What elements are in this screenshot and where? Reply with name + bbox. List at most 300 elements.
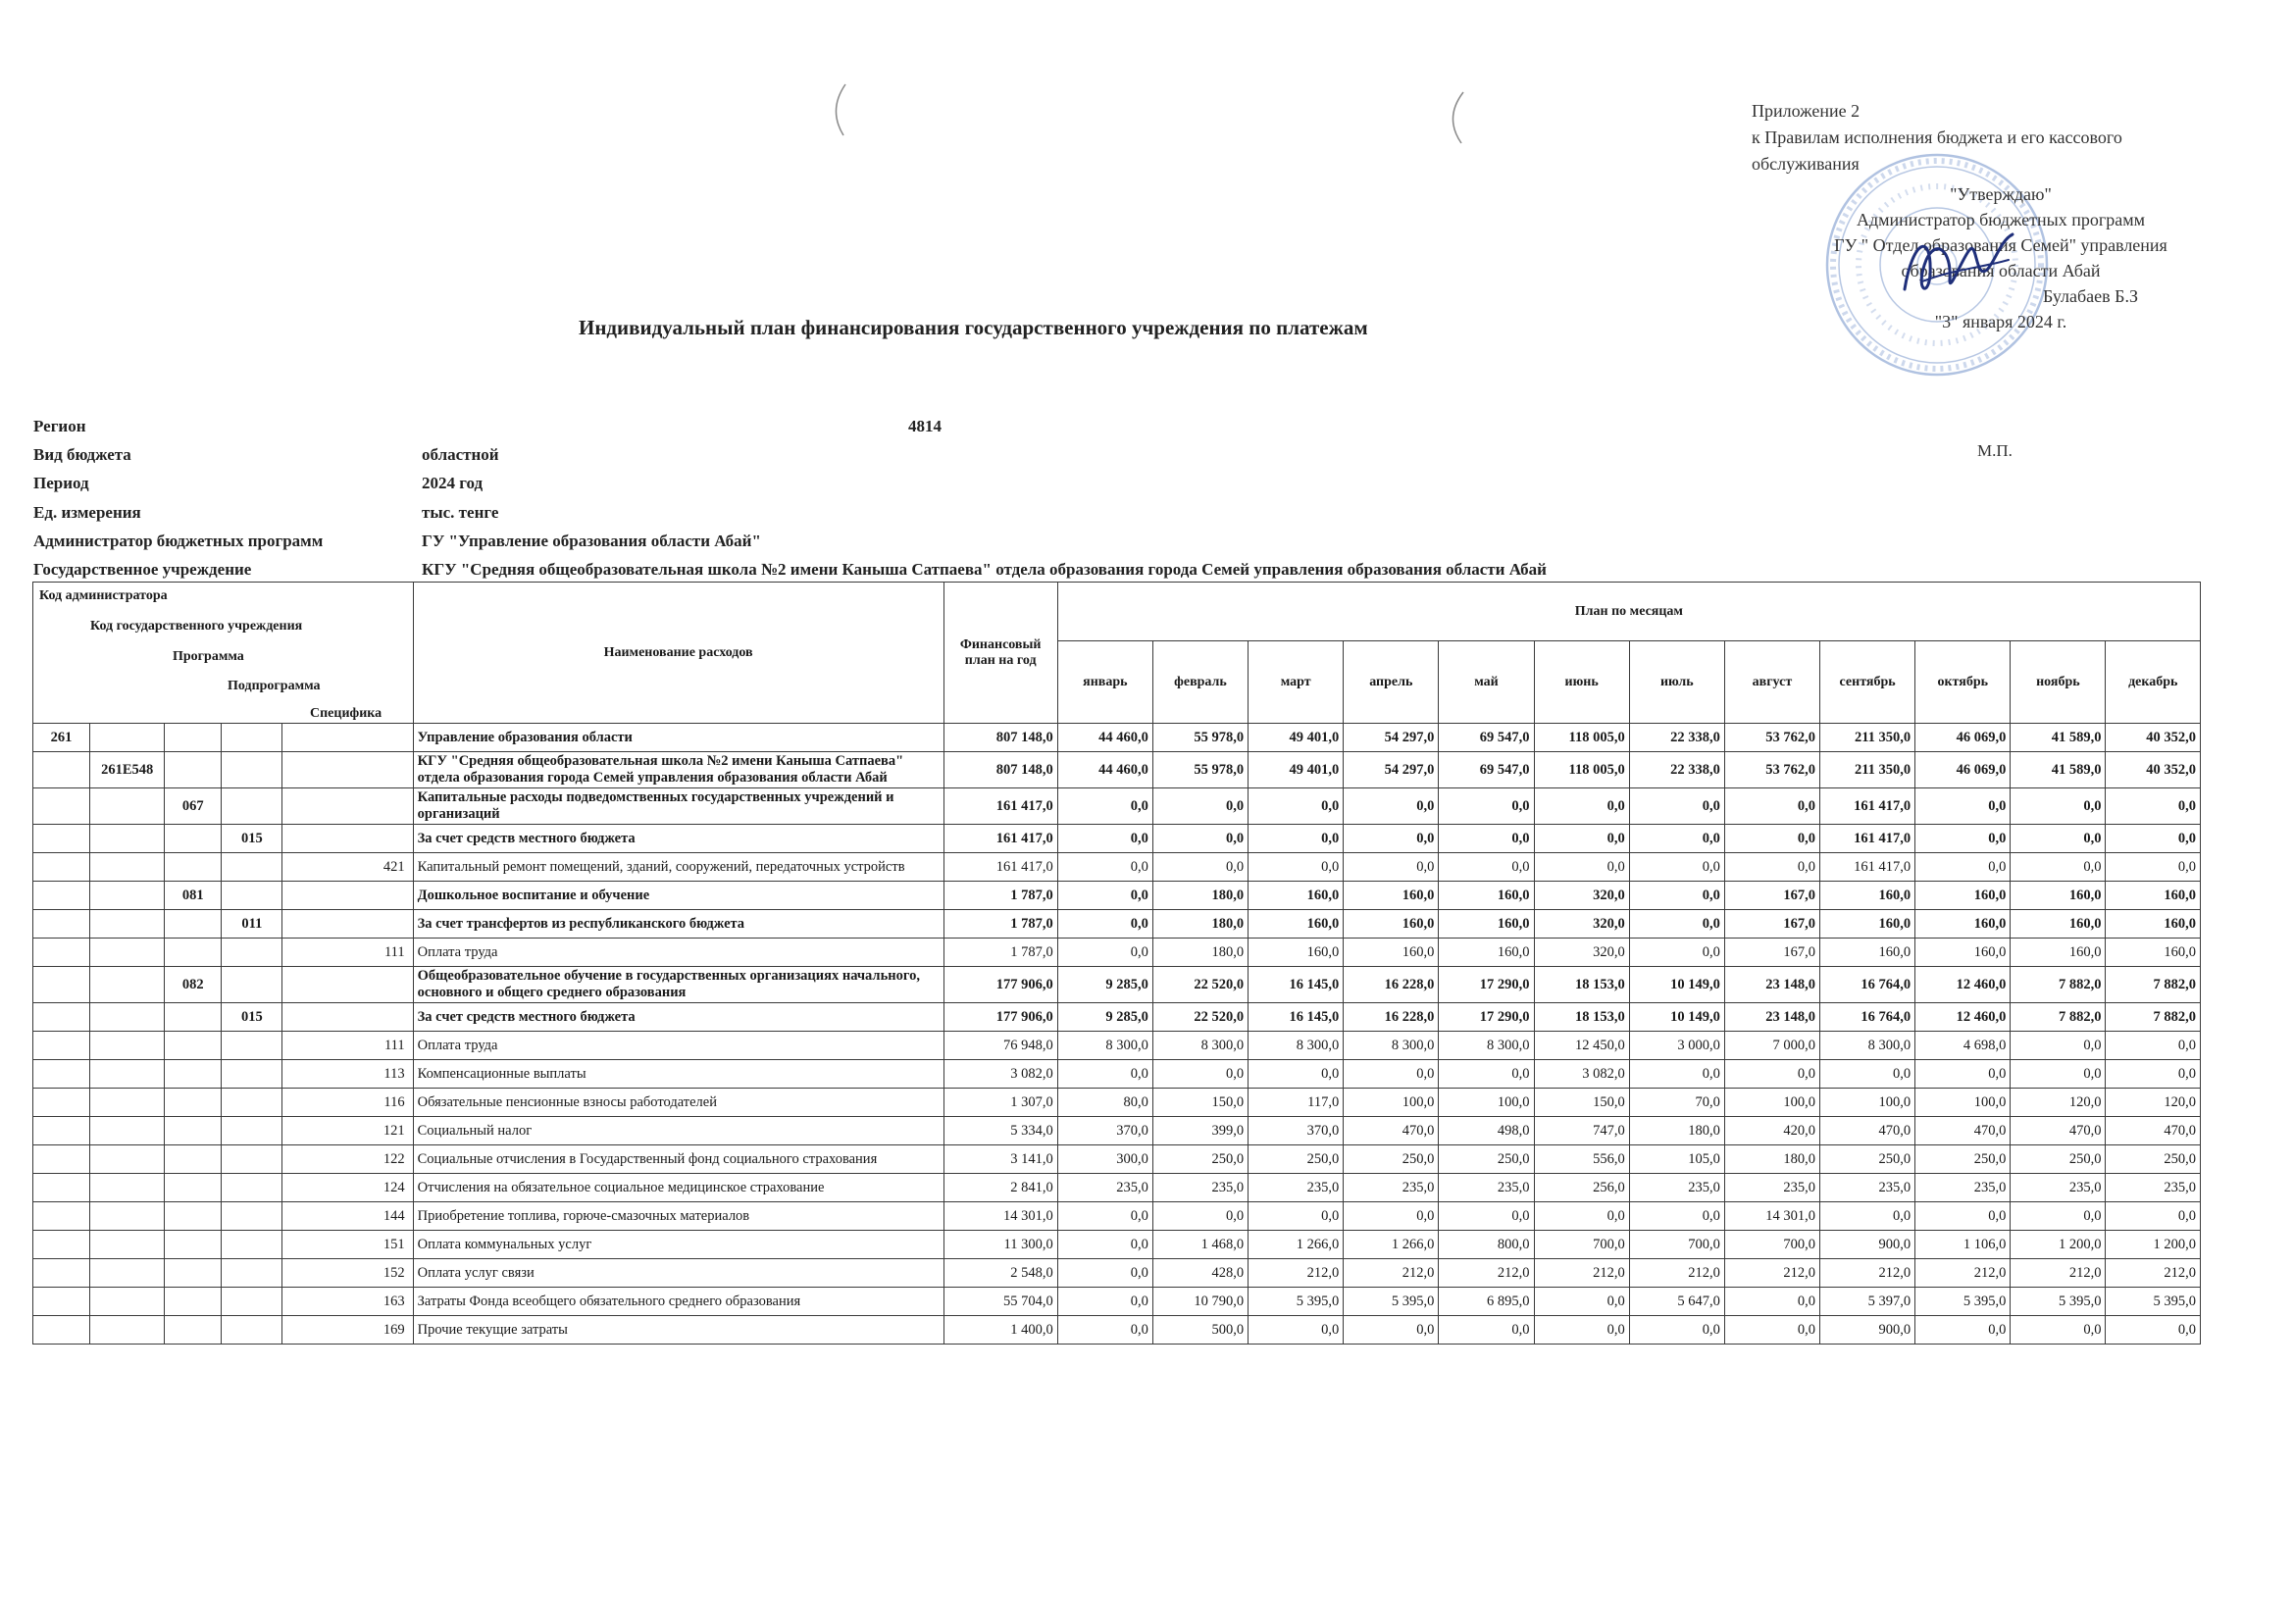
- approval-line: "Утверждаю": [1950, 184, 2052, 204]
- admin-code-cell: [33, 1032, 90, 1060]
- subprogram-code-cell: [222, 1145, 282, 1174]
- month-value-cell: 556,0: [1534, 1145, 1629, 1174]
- specifics-code-cell: [282, 882, 413, 910]
- subprogram-code-cell: [222, 939, 282, 967]
- month-value-cell: 69 547,0: [1439, 752, 1534, 788]
- annual-plan-cell: 1 400,0: [943, 1316, 1057, 1345]
- month-value-cell: 0,0: [1249, 1316, 1344, 1345]
- program-code-cell: [165, 1145, 222, 1174]
- table-row: [33, 1060, 2201, 1089]
- approval-line: ГУ " Отдел образования Семей" управления: [1834, 235, 2167, 255]
- month-value-cell: 320,0: [1534, 939, 1629, 967]
- subprogram-code-cell: [222, 788, 282, 825]
- annual-plan-cell: 161 417,0: [943, 853, 1057, 882]
- meta-row-budget-type: [33, 440, 1701, 469]
- institution-code-cell: [90, 1259, 165, 1288]
- table-row: [33, 1231, 2201, 1259]
- header-month: август: [1724, 641, 1819, 724]
- month-value-cell: 53 762,0: [1724, 752, 1819, 788]
- month-value-cell: 320,0: [1534, 882, 1629, 910]
- annual-plan-cell: 1 787,0: [943, 939, 1057, 967]
- month-value-cell: 9 285,0: [1057, 1003, 1152, 1032]
- month-value-cell: 0,0: [1439, 1060, 1534, 1089]
- specifics-code-cell: 111: [282, 939, 413, 967]
- month-value-cell: 120,0: [2106, 1089, 2201, 1117]
- month-value-cell: 160,0: [1915, 910, 2011, 939]
- table-row: [33, 967, 2201, 1003]
- month-value-cell: 160,0: [2011, 910, 2106, 939]
- month-value-cell: 212,0: [1439, 1259, 1534, 1288]
- header-month: ноябрь: [2011, 641, 2106, 724]
- month-value-cell: 0,0: [1820, 1202, 1915, 1231]
- header-month: декабрь: [2106, 641, 2201, 724]
- header-month: июнь: [1534, 641, 1629, 724]
- month-value-cell: 0,0: [2106, 1202, 2201, 1231]
- month-value-cell: 160,0: [1820, 910, 1915, 939]
- program-code-cell: [165, 939, 222, 967]
- month-value-cell: 49 401,0: [1249, 752, 1344, 788]
- annual-plan-cell: 2 841,0: [943, 1174, 1057, 1202]
- specifics-code-cell: 421: [282, 853, 413, 882]
- program-code-cell: [165, 752, 222, 788]
- admin-code-cell: 261: [33, 724, 90, 752]
- month-value-cell: 23 148,0: [1724, 967, 1819, 1003]
- approval-line: Администратор бюджетных программ: [1856, 210, 2146, 229]
- subprogram-code-cell: [222, 1231, 282, 1259]
- month-value-cell: 161 417,0: [1820, 853, 1915, 882]
- admin-code-cell: [33, 910, 90, 939]
- subprogram-code-cell: [222, 724, 282, 752]
- month-value-cell: 12 450,0: [1534, 1032, 1629, 1060]
- month-value-cell: 250,0: [1820, 1145, 1915, 1174]
- month-value-cell: 0,0: [1629, 1202, 1724, 1231]
- institution-code-cell: [90, 1231, 165, 1259]
- specifics-code-cell: [282, 967, 413, 1003]
- month-value-cell: 211 350,0: [1820, 752, 1915, 788]
- month-value-cell: 235,0: [1915, 1174, 2011, 1202]
- month-value-cell: 120,0: [2011, 1089, 2106, 1117]
- specifics-code-cell: 121: [282, 1117, 413, 1145]
- meta-label: Вид бюджета: [33, 445, 131, 465]
- month-value-cell: 22 338,0: [1629, 752, 1724, 788]
- table-row: [33, 1145, 2201, 1174]
- month-value-cell: 0,0: [1534, 825, 1629, 853]
- month-value-cell: 235,0: [2106, 1174, 2201, 1202]
- admin-code-cell: [33, 1117, 90, 1145]
- month-value-cell: 0,0: [2011, 788, 2106, 825]
- month-value-cell: 1 106,0: [1915, 1231, 2011, 1259]
- admin-code-cell: [33, 825, 90, 853]
- meta-row-period: [33, 469, 1701, 497]
- institution-code-cell: [90, 724, 165, 752]
- month-value-cell: 5 647,0: [1629, 1288, 1724, 1316]
- month-value-cell: 16 145,0: [1249, 967, 1344, 1003]
- month-value-cell: 44 460,0: [1057, 752, 1152, 788]
- month-value-cell: 12 460,0: [1915, 967, 2011, 1003]
- month-value-cell: 46 069,0: [1915, 724, 2011, 752]
- admin-code-cell: [33, 1089, 90, 1117]
- specifics-code-cell: 111: [282, 1032, 413, 1060]
- document-title: Индивидуальный план финансирования государственного учреждения по платежам: [579, 316, 1368, 339]
- month-value-cell: 0,0: [1724, 1316, 1819, 1345]
- meta-label: Государственное учреждение: [33, 559, 252, 579]
- month-value-cell: 1 266,0: [1344, 1231, 1439, 1259]
- annual-plan-cell: 14 301,0: [943, 1202, 1057, 1231]
- admin-code-cell: [33, 1316, 90, 1345]
- header-month: февраль: [1152, 641, 1248, 724]
- specifics-code-cell: 151: [282, 1231, 413, 1259]
- specifics-code-cell: 152: [282, 1259, 413, 1288]
- table-row: [33, 1032, 2201, 1060]
- admin-code-cell: [33, 853, 90, 882]
- month-value-cell: 235,0: [1057, 1174, 1152, 1202]
- expense-name-cell: Прочие текущие затраты: [413, 1316, 943, 1345]
- institution-code-cell: [90, 853, 165, 882]
- admin-code-cell: [33, 1003, 90, 1032]
- annual-plan-cell: 1 787,0: [943, 882, 1057, 910]
- financing-plan-table: [32, 582, 2201, 1345]
- month-value-cell: 235,0: [1439, 1174, 1534, 1202]
- meta-value: КГУ "Средняя общеобразовательная школа №2 имени Каныша Сатпаева" отдела образования города Семей управления образования области Абай: [422, 559, 1547, 579]
- institution-code-cell: [90, 1316, 165, 1345]
- month-value-cell: 160,0: [1249, 939, 1344, 967]
- meta-label: Администратор бюджетных программ: [33, 531, 324, 550]
- month-value-cell: 0,0: [1629, 910, 1724, 939]
- month-value-cell: 0,0: [2106, 853, 2201, 882]
- month-value-cell: 16 764,0: [1820, 967, 1915, 1003]
- month-value-cell: 0,0: [1439, 1316, 1534, 1345]
- expense-name-cell: Общеобразовательное обучение в государственных организациях начального, основного и общего среднего образования: [413, 967, 943, 1003]
- admin-code-cell: [33, 1174, 90, 1202]
- month-value-cell: 6 895,0: [1439, 1288, 1534, 1316]
- expense-name-cell: Капитальный ремонт помещений, зданий, сооружений, передаточных устройств: [413, 853, 943, 882]
- expense-name-cell: Оплата труда: [413, 939, 943, 967]
- annual-plan-cell: 177 906,0: [943, 967, 1057, 1003]
- month-value-cell: 180,0: [1152, 882, 1248, 910]
- table-row: [33, 825, 2201, 853]
- month-value-cell: 53 762,0: [1724, 724, 1819, 752]
- subprogram-code-cell: [222, 1202, 282, 1231]
- table-row: [33, 1259, 2201, 1288]
- month-value-cell: 55 978,0: [1152, 752, 1248, 788]
- institution-code-cell: [90, 825, 165, 853]
- specifics-code-cell: [282, 752, 413, 788]
- expense-name-cell: Обязательные пенсионные взносы работодателей: [413, 1089, 943, 1117]
- header-month: сентябрь: [1820, 641, 1915, 724]
- month-value-cell: 0,0: [1344, 788, 1439, 825]
- institution-code-cell: [90, 1288, 165, 1316]
- program-code-cell: 067: [165, 788, 222, 825]
- subprogram-code-cell: [222, 1117, 282, 1145]
- month-value-cell: 160,0: [1439, 910, 1534, 939]
- month-value-cell: 16 228,0: [1344, 1003, 1439, 1032]
- month-value-cell: 470,0: [2106, 1117, 2201, 1145]
- month-value-cell: 0,0: [1534, 1316, 1629, 1345]
- program-code-cell: [165, 1288, 222, 1316]
- month-value-cell: 250,0: [2106, 1145, 2201, 1174]
- month-value-cell: 399,0: [1152, 1117, 1248, 1145]
- month-value-cell: 0,0: [1915, 853, 2011, 882]
- month-value-cell: 100,0: [1344, 1089, 1439, 1117]
- month-value-cell: 118 005,0: [1534, 752, 1629, 788]
- month-value-cell: 160,0: [1820, 939, 1915, 967]
- program-code-cell: [165, 1003, 222, 1032]
- month-value-cell: 0,0: [1057, 1060, 1152, 1089]
- month-value-cell: 0,0: [1057, 1316, 1152, 1345]
- month-value-cell: 212,0: [1724, 1259, 1819, 1288]
- month-value-cell: 40 352,0: [2106, 724, 2201, 752]
- header-monthly-plan: План по месяцам: [1057, 583, 2200, 641]
- table-row: [33, 1288, 2201, 1316]
- subprogram-code-cell: 011: [222, 910, 282, 939]
- month-value-cell: 0,0: [1629, 853, 1724, 882]
- month-value-cell: 250,0: [1344, 1145, 1439, 1174]
- annual-plan-cell: 76 948,0: [943, 1032, 1057, 1060]
- month-value-cell: 0,0: [1152, 788, 1248, 825]
- institution-code-cell: [90, 1003, 165, 1032]
- month-value-cell: 5 395,0: [1249, 1288, 1344, 1316]
- month-value-cell: 160,0: [1344, 939, 1439, 967]
- specifics-code-cell: [282, 825, 413, 853]
- subprogram-code-cell: [222, 1032, 282, 1060]
- table-body: [33, 724, 2201, 1345]
- admin-code-cell: [33, 752, 90, 788]
- month-value-cell: 0,0: [1344, 1316, 1439, 1345]
- month-value-cell: 54 297,0: [1344, 724, 1439, 752]
- month-value-cell: 235,0: [1724, 1174, 1819, 1202]
- month-value-cell: 900,0: [1820, 1231, 1915, 1259]
- table-row: [33, 1316, 2201, 1345]
- month-value-cell: 0,0: [1057, 910, 1152, 939]
- month-value-cell: 160,0: [1915, 939, 2011, 967]
- meta-value: 2024 год: [422, 474, 484, 493]
- month-value-cell: 212,0: [2106, 1259, 2201, 1288]
- meta-label: Регион: [33, 417, 86, 435]
- month-value-cell: 7 000,0: [1724, 1032, 1819, 1060]
- month-value-cell: 0,0: [2106, 1032, 2201, 1060]
- month-value-cell: 0,0: [1629, 825, 1724, 853]
- month-value-cell: 100,0: [1439, 1089, 1534, 1117]
- program-code-cell: [165, 724, 222, 752]
- meta-value: 4814: [908, 417, 942, 435]
- admin-code-cell: [33, 939, 90, 967]
- month-value-cell: 167,0: [1724, 910, 1819, 939]
- month-value-cell: 0,0: [1249, 825, 1344, 853]
- month-value-cell: 7 882,0: [2106, 1003, 2201, 1032]
- month-value-cell: 800,0: [1439, 1231, 1534, 1259]
- header-month: октябрь: [1915, 641, 2011, 724]
- admin-code-cell: [33, 1060, 90, 1089]
- annual-plan-cell: 161 417,0: [943, 825, 1057, 853]
- month-value-cell: 22 520,0: [1152, 967, 1248, 1003]
- month-value-cell: 160,0: [1915, 882, 2011, 910]
- document-meta: [33, 412, 1701, 584]
- annual-plan-cell: 5 334,0: [943, 1117, 1057, 1145]
- institution-code-cell: [90, 788, 165, 825]
- month-value-cell: 8 300,0: [1249, 1032, 1344, 1060]
- month-value-cell: 0,0: [1057, 882, 1152, 910]
- month-value-cell: 235,0: [1820, 1174, 1915, 1202]
- month-value-cell: 5 395,0: [1344, 1288, 1439, 1316]
- annual-plan-cell: 1 787,0: [943, 910, 1057, 939]
- expense-name-cell: За счет средств местного бюджета: [413, 825, 943, 853]
- annual-plan-cell: 55 704,0: [943, 1288, 1057, 1316]
- month-value-cell: 747,0: [1534, 1117, 1629, 1145]
- month-value-cell: 0,0: [1439, 825, 1534, 853]
- month-value-cell: 160,0: [2011, 882, 2106, 910]
- header-expense-name: Наименование расходов: [413, 583, 943, 724]
- institution-code-cell: [90, 1202, 165, 1231]
- specifics-code-cell: 124: [282, 1174, 413, 1202]
- header-admin-code: Код администратора: [39, 588, 168, 603]
- month-value-cell: 16 228,0: [1344, 967, 1439, 1003]
- month-value-cell: 18 153,0: [1534, 967, 1629, 1003]
- subprogram-code-cell: [222, 1174, 282, 1202]
- table-row: [33, 882, 2201, 910]
- month-value-cell: 0,0: [1152, 853, 1248, 882]
- admin-code-cell: [33, 1202, 90, 1231]
- annual-plan-cell: 161 417,0: [943, 788, 1057, 825]
- month-value-cell: 0,0: [1439, 788, 1534, 825]
- month-value-cell: 8 300,0: [1344, 1032, 1439, 1060]
- month-value-cell: 100,0: [1820, 1089, 1915, 1117]
- month-value-cell: 212,0: [1915, 1259, 2011, 1288]
- month-value-cell: 0,0: [1534, 1288, 1629, 1316]
- program-code-cell: 081: [165, 882, 222, 910]
- subprogram-code-cell: [222, 1089, 282, 1117]
- month-value-cell: 212,0: [1820, 1259, 1915, 1288]
- annual-plan-cell: 807 148,0: [943, 752, 1057, 788]
- month-value-cell: 160,0: [1344, 882, 1439, 910]
- expense-name-cell: Приобретение топлива, горюче-смазочных материалов: [413, 1202, 943, 1231]
- meta-row-unit: [33, 498, 1701, 527]
- expense-name-cell: Дошкольное воспитание и обучение: [413, 882, 943, 910]
- expense-name-cell: Отчисления на обязательное социальное медицинское страхование: [413, 1174, 943, 1202]
- month-value-cell: 0,0: [2106, 788, 2201, 825]
- month-value-cell: 700,0: [1629, 1231, 1724, 1259]
- month-value-cell: 0,0: [2011, 1032, 2106, 1060]
- program-code-cell: [165, 1032, 222, 1060]
- annual-plan-cell: 177 906,0: [943, 1003, 1057, 1032]
- table-row: [33, 853, 2201, 882]
- month-value-cell: 8 300,0: [1057, 1032, 1152, 1060]
- month-value-cell: 1 468,0: [1152, 1231, 1248, 1259]
- table-row: [33, 1003, 2201, 1032]
- specifics-code-cell: 122: [282, 1145, 413, 1174]
- specifics-code-cell: 113: [282, 1060, 413, 1089]
- month-value-cell: 235,0: [2011, 1174, 2106, 1202]
- month-value-cell: 250,0: [1439, 1145, 1534, 1174]
- month-value-cell: 180,0: [1724, 1145, 1819, 1174]
- month-value-cell: 498,0: [1439, 1117, 1534, 1145]
- month-value-cell: 0,0: [1534, 853, 1629, 882]
- month-value-cell: 160,0: [2011, 939, 2106, 967]
- month-value-cell: 470,0: [2011, 1117, 2106, 1145]
- appendix-line: к Правилам исполнения бюджета и его кассового: [1752, 127, 2122, 147]
- month-value-cell: 5 397,0: [1820, 1288, 1915, 1316]
- month-value-cell: 5 395,0: [2106, 1288, 2201, 1316]
- month-value-cell: 0,0: [1344, 853, 1439, 882]
- month-value-cell: 1 200,0: [2011, 1231, 2106, 1259]
- month-value-cell: 235,0: [1629, 1174, 1724, 1202]
- table-row: [33, 1202, 2201, 1231]
- month-value-cell: 160,0: [1820, 882, 1915, 910]
- month-value-cell: 0,0: [1439, 853, 1534, 882]
- table-row: [33, 939, 2201, 967]
- month-value-cell: 0,0: [1439, 1202, 1534, 1231]
- month-value-cell: 0,0: [1344, 825, 1439, 853]
- annual-plan-cell: 1 307,0: [943, 1089, 1057, 1117]
- expense-name-cell: Социальный налог: [413, 1117, 943, 1145]
- institution-code-cell: [90, 1089, 165, 1117]
- specifics-code-cell: 116: [282, 1089, 413, 1117]
- month-value-cell: 0,0: [1915, 1060, 2011, 1089]
- seal-place-mark: М.П.: [1977, 441, 2013, 460]
- program-code-cell: [165, 1089, 222, 1117]
- month-value-cell: 0,0: [2011, 1202, 2106, 1231]
- month-value-cell: 250,0: [2011, 1145, 2106, 1174]
- admin-code-cell: [33, 1145, 90, 1174]
- month-value-cell: 0,0: [1057, 853, 1152, 882]
- expense-name-cell: Оплата коммунальных услуг: [413, 1231, 943, 1259]
- admin-code-cell: [33, 882, 90, 910]
- month-value-cell: 0,0: [1724, 788, 1819, 825]
- month-value-cell: 0,0: [2011, 853, 2106, 882]
- month-value-cell: 0,0: [2011, 1316, 2106, 1345]
- meta-label: Период: [33, 474, 89, 493]
- specifics-code-cell: [282, 788, 413, 825]
- header-specifics: Специфика: [310, 706, 382, 721]
- approval-signer: Булабаев Б.З: [2042, 286, 2138, 306]
- month-value-cell: 0,0: [1629, 882, 1724, 910]
- specifics-code-cell: 144: [282, 1202, 413, 1231]
- month-value-cell: 160,0: [2106, 939, 2201, 967]
- scan-mark: [1440, 88, 1469, 147]
- subprogram-code-cell: [222, 853, 282, 882]
- month-value-cell: 420,0: [1724, 1117, 1819, 1145]
- header-program: Программа: [173, 649, 244, 664]
- month-value-cell: 46 069,0: [1915, 752, 2011, 788]
- month-value-cell: 8 300,0: [1820, 1032, 1915, 1060]
- month-value-cell: 8 300,0: [1152, 1032, 1248, 1060]
- subprogram-code-cell: [222, 1060, 282, 1089]
- month-value-cell: 212,0: [1344, 1259, 1439, 1288]
- month-value-cell: 0,0: [1724, 825, 1819, 853]
- month-value-cell: 0,0: [1344, 1202, 1439, 1231]
- table-row: [33, 910, 2201, 939]
- scan-mark: [824, 80, 853, 139]
- month-value-cell: 160,0: [1439, 882, 1534, 910]
- header-month: апрель: [1344, 641, 1439, 724]
- subprogram-code-cell: [222, 1259, 282, 1288]
- month-value-cell: 250,0: [1249, 1145, 1344, 1174]
- admin-code-cell: [33, 1231, 90, 1259]
- header-month: январь: [1057, 641, 1152, 724]
- program-code-cell: [165, 910, 222, 939]
- month-value-cell: 212,0: [1249, 1259, 1344, 1288]
- month-value-cell: 17 290,0: [1439, 1003, 1534, 1032]
- month-value-cell: 23 148,0: [1724, 1003, 1819, 1032]
- appendix-line: обслуживания: [1752, 154, 1860, 174]
- month-value-cell: 16 145,0: [1249, 1003, 1344, 1032]
- code-headers: [33, 583, 414, 724]
- month-value-cell: 160,0: [1344, 910, 1439, 939]
- admin-code-cell: [33, 788, 90, 825]
- month-value-cell: 160,0: [1249, 882, 1344, 910]
- month-value-cell: 54 297,0: [1344, 752, 1439, 788]
- month-value-cell: 470,0: [1915, 1117, 2011, 1145]
- month-value-cell: 5 395,0: [1915, 1288, 2011, 1316]
